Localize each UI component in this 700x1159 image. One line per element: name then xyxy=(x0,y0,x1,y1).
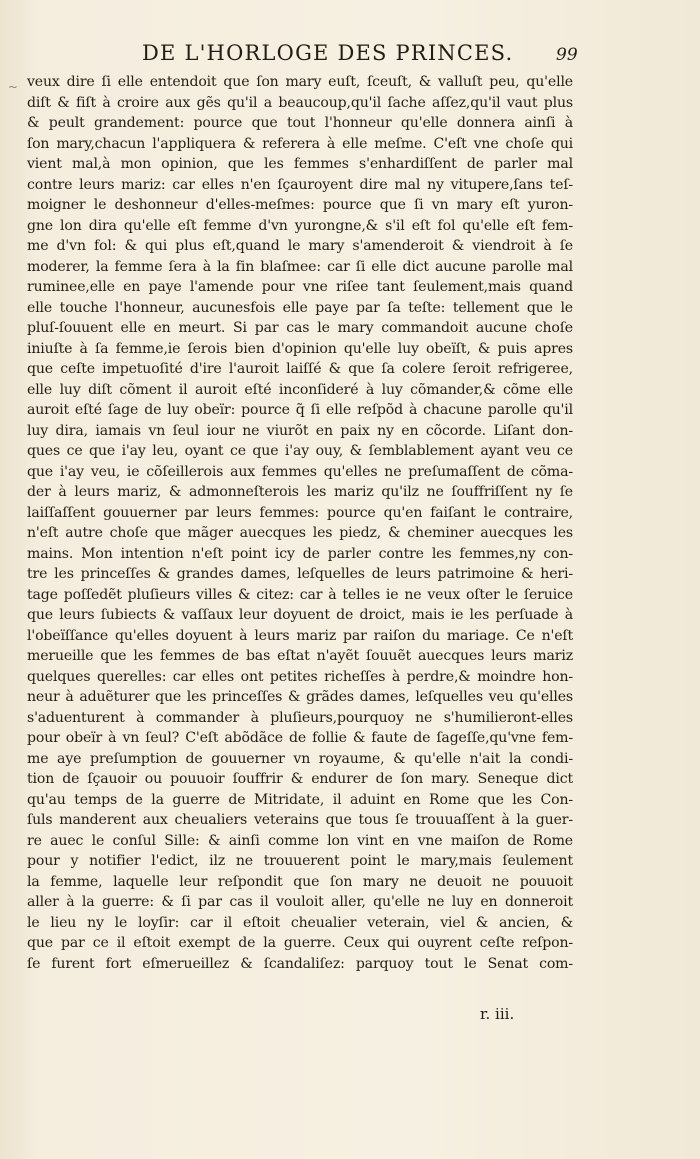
text-line: aller à la guerre: & ſi par cas il vouloit aller, qu'elle ne luy en donneroit xyxy=(27,894,573,910)
text-line: merueille que les femmes de bas eſtat n'ayẽt ſouuẽt auecques leurs mariz xyxy=(27,648,573,664)
text-line: elle luy diſt cõment il auroit eſté inconſideré à luy cõmander,& cõme elle xyxy=(27,381,573,398)
text-line: diſt & fiſt à croire aux gẽs qu'il a beaucoup,qu'il ſache aſſez,qu'il vaut plus xyxy=(27,94,573,111)
text-line: moigner le deshonneur d'elles-meſmes: pource que ſi vn mary eſt yuron- xyxy=(27,197,573,213)
text-line: veux dire ſi elle entendoit que ſon mary euſt, ſceuſt, & valluſt peu, qu'elle xyxy=(27,74,573,90)
text-line: elle touche l'honneur, aucunesfois elle paye par ſa teſte: tellement que le xyxy=(27,299,573,316)
text-line: que leurs ſubiects & vaſſaux leur doyuent de droict, mais ie les perſuade à xyxy=(27,607,573,623)
page-header xyxy=(0,38,700,68)
text-line: gne lon dira qu'elle eſt femme d'vn yurongne,& s'il eſt fol qu'elle eſt fem- xyxy=(27,217,573,234)
signature-mark: r. iii. xyxy=(480,1005,515,1023)
text-line: l'obeïſſance qu'elles doyuent à leurs mariz par raiſon du mariage. Ce n'eſt xyxy=(27,627,573,644)
text-line: ſuls manderent aux cheualiers veterains que tous ſe trouuaſſent à la guer- xyxy=(27,812,573,828)
text-line: auroit eſté ſage de luy obeïr: pource q̃ ſi elle reſpõd à chacune parolle qu'il xyxy=(27,402,573,418)
body-text xyxy=(27,72,573,974)
text-line: mains. Mon intention n'eſt point icy de parler contre les femmes,ny con- xyxy=(27,545,573,562)
text-line: pour obeïr à vn ſeul? C'eſt abõdãce de follie & faute de ſageſſe,qu'vne fem- xyxy=(27,730,573,746)
running-head: DE L'HORLOGE DES PRINCES. xyxy=(142,41,514,65)
text-line: & peult grandement: pource que tout l'honneur qu'elle donnera ainſi à xyxy=(27,115,573,131)
text-line: ruminee,elle en paye l'amende pour vne riſee tant ſeulement,mais quand xyxy=(27,279,573,295)
text-line: contre leurs mariz: car elles n'en ſçauroyent dire mal ny vitupere,ſans teſ- xyxy=(27,176,573,193)
text-line: pour y notifier l'edict, ilz ne trouuerent point le mary,mais ſeulement xyxy=(27,853,573,869)
text-line: ſe furent fort eſmerueillez & ſcandaliſez: parquoy tout le Senat com- xyxy=(27,955,573,972)
text-line: me d'vn fol: & qui plus eſt,quand le mary s'amenderoit & viendroit à ſe xyxy=(27,238,573,254)
text-line: n'eſt autre choſe que mãger auecques les piedz, & cheminer auecques les xyxy=(27,525,573,541)
text-line: qu'au temps de la guerre de Mitridate, il aduint en Rome que les Con- xyxy=(27,791,573,808)
text-line: iniuſte à ſa femme,ie ſerois bien d'opinion qu'elle luy obeïſt, & puis apres xyxy=(27,340,573,357)
text-line: quelques querelles: car elles ont petites richeſſes à perdre,& moindre hon- xyxy=(27,668,573,685)
text-line: que ceſte impetuoſité d'ire l'auroit laiſſé & que ſa colere ſeroit refrigeree, xyxy=(27,361,573,377)
text-line: que i'ay veu, ie cõſeillerois aux femmes qu'elles ne preſumaſſent de cõma- xyxy=(27,463,573,480)
margin-mark: ~ xyxy=(8,80,19,94)
text-line: vient mal,à mon opinion, que les femmes s'enhardiſſent de parler mal xyxy=(27,156,573,172)
text-line: que par ce il eſtoit exempt de la guerre. Ceux qui ouyrent ceſte reſpon- xyxy=(27,935,573,951)
text-line: la femme, laquelle leur reſpondit que ſon mary ne deuoit ne pouuoit xyxy=(27,873,573,890)
text-line: luy dira, iamais vn ſeul iour ne viurõt en paix ny en cõcorde. Liſant don- xyxy=(27,422,573,439)
text-line: le lieu ny le loyſir: car il eſtoit cheualier veterain, viel & ancien, & xyxy=(27,914,573,931)
text-line: s'aduenturent à commander à pluſieurs,pourquoy ne s'humilieront-elles xyxy=(27,709,573,726)
text-line: laiſſaſſent gouuerner par leurs femmes: pource qu'en faiſant le contraire, xyxy=(27,504,573,521)
text-line: ques ce que i'ay leu, oyant ce que i'ay ouy, & ſemblablement ayant veu ce xyxy=(27,443,573,459)
text-line: re auec le conſul Sille: & ainſi comme lon vint en vne maiſon de Rome xyxy=(27,832,573,849)
page-number: 99 xyxy=(556,45,578,65)
text-line: tion de ſçauoir ou pouuoir ſouffrir & endurer de ſon mary. Seneque dict xyxy=(27,771,573,787)
text-line: moderer, la femme ſera à la fin blaſmee: car ſi elle dict aucune parolle mal xyxy=(27,258,573,275)
text-line: me aye preſumption de gouuerner vn royaume, & qu'elle n'ait la condi- xyxy=(27,750,573,767)
text-line: der à leurs mariz, & admonneſterois les mariz qu'ilz ne ſouffriſſent ny ſe xyxy=(27,484,573,500)
text-line: tage poſſedẽt pluſieurs villes & citez: car à telles ie ne veux oſter le ſeruice xyxy=(27,586,573,603)
text-line: ſon mary,chacun l'appliquera & referera à elle meſme. C'eſt vne choſe qui xyxy=(27,135,573,152)
text-line: neur à aduẽturer que les princeſſes & grãdes dames, leſquelles veu qu'elles xyxy=(27,689,573,705)
text-line: tre les princeſſes & grandes dames, leſquelles de leurs patrimoine & heri- xyxy=(27,566,573,582)
text-line: pluſ-ſouuent elle en meurt. Si par cas le mary commandoit aucune choſe xyxy=(27,320,573,336)
